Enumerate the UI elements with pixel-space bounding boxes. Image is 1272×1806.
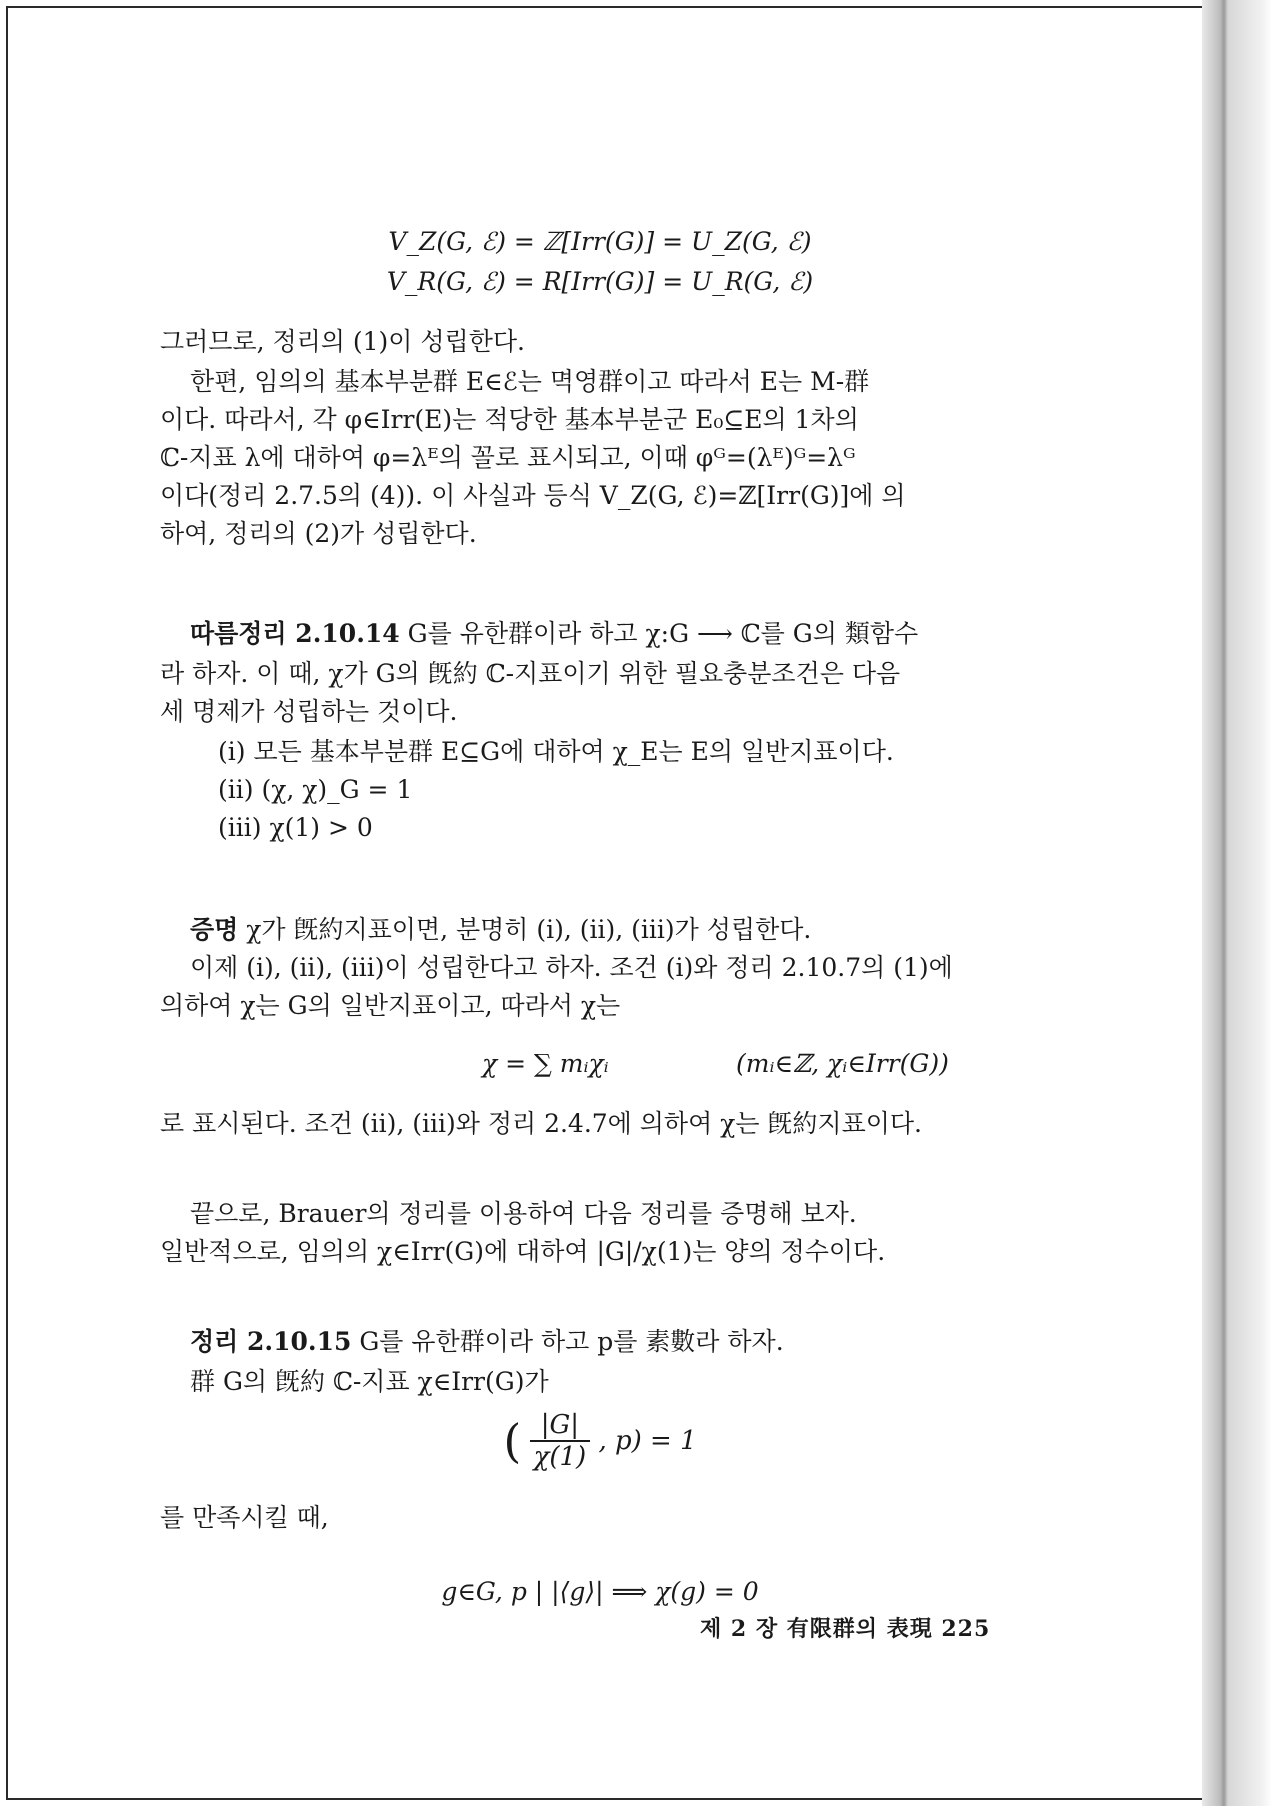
text-line: 로 표시된다. 조건 (ii), (iii)와 정리 2.4.7에 의하여 χ는 旣約지표이다. (160, 1109, 922, 1138)
text-span: χ가 旣約지표이면, 분명히 (i), (ii), (iii)가 성립한다. (238, 915, 812, 944)
fraction (530, 1410, 591, 1472)
text-line: 群 G의 旣約 ℂ-지표 χ∈Irr(G)가 (190, 1367, 549, 1396)
equation-left: χ = ∑ mᵢχᵢ (482, 1049, 609, 1078)
text-line: 그러므로, 정리의 (1)이 성립한다. (160, 327, 525, 356)
page-footer: 제 2 장 有限群의 表現 225 (700, 1616, 991, 1642)
text-span: G를 유한群이라 하고 p를 素數라 하자. (351, 1327, 784, 1356)
text-line: 이다. 따라서, 각 φ∈Irr(E)는 적당한 基本부분군 E₀⊆E의 1차의 (160, 405, 859, 434)
fraction-denominator: χ(1) (533, 1442, 587, 1472)
text-line: 일반적으로, 임의의 χ∈Irr(G)에 대하여 |G|/χ(1)는 양의 정수이다. (160, 1237, 886, 1266)
paren-left: ( (503, 1414, 522, 1468)
text-line: 한편, 임의의 基本부분群 E∈ℰ는 멱영群이고 따라서 E는 M-群 (190, 367, 870, 396)
fraction-rest: , p) = 1 (598, 1426, 697, 1456)
theorem-2-10-15 (160, 1322, 1040, 1362)
proof-label: 증명 (190, 915, 239, 944)
text-line: 라 하자. 이 때, χ가 G의 旣約 ℂ-지표이기 위한 필요충분조건은 다음 (160, 659, 901, 688)
fraction-numerator: |G| (530, 1410, 591, 1442)
text-line: ℂ-지표 λ에 대하여 φ=λᴱ의 꼴로 표시되고, 이때 φᴳ=(λᴱ)ᴳ=λᴳ (160, 443, 856, 472)
condition-ii: (ii) (χ, χ)_G = 1 (218, 775, 413, 804)
text-line: 이제 (i), (ii), (iii)이 성립한다고 하자. 조건 (i)와 정리 2.10.7의 (1)에 (190, 953, 953, 982)
proof-start (160, 910, 1040, 950)
text-line: 끝으로, Brauer의 정리를 이용하여 다음 정리를 증명해 보자. (190, 1199, 857, 1228)
theorem-label: 정리 2.10.15 (190, 1327, 352, 1356)
fraction-condition (160, 1410, 1040, 1490)
corollary-label: 따름정리 2.10.14 (190, 619, 400, 648)
equation-conclusion: g∈G, p | |⟨g⟩| ⟹ χ(g) = 0 (441, 1577, 759, 1606)
text-line: 하여, 정리의 (2)가 성립한다. (160, 519, 477, 548)
text-line: 의하여 χ는 G의 일반지표이고, 따라서 χ는 (160, 991, 621, 1020)
equation-vr: V_R(G, ℰ) = R[Irr(G)] = U_R(G, ℰ) (386, 267, 814, 296)
text-span: G를 유한群이라 하고 χ:G ⟶ ℂ를 G의 類함수 (399, 619, 919, 648)
text-line: 이다(정리 2.7.5의 (4)). 이 사실과 등식 V_Z(G, ℰ)=ℤ[Irr(G)]에 의 (160, 481, 906, 510)
condition-iii: (iii) χ(1) > 0 (218, 813, 373, 842)
equation-right: (mᵢ∈ℤ, χᵢ∈Irr(G)) (736, 1049, 949, 1078)
text-line: 세 명제가 성립하는 것이다. (160, 697, 458, 726)
corollary-2-10-14 (160, 614, 1040, 654)
equation-vz: V_Z(G, ℰ) = ℤ[Irr(G)] = U_Z(G, ℰ) (388, 227, 812, 256)
condition-i: (i) 모든 基本부분群 E⊆G에 대하여 χ_E는 E의 일반지표이다. (218, 737, 894, 766)
book-page-edge (1202, 0, 1272, 1806)
text-line: 를 만족시킬 때, (160, 1503, 329, 1532)
